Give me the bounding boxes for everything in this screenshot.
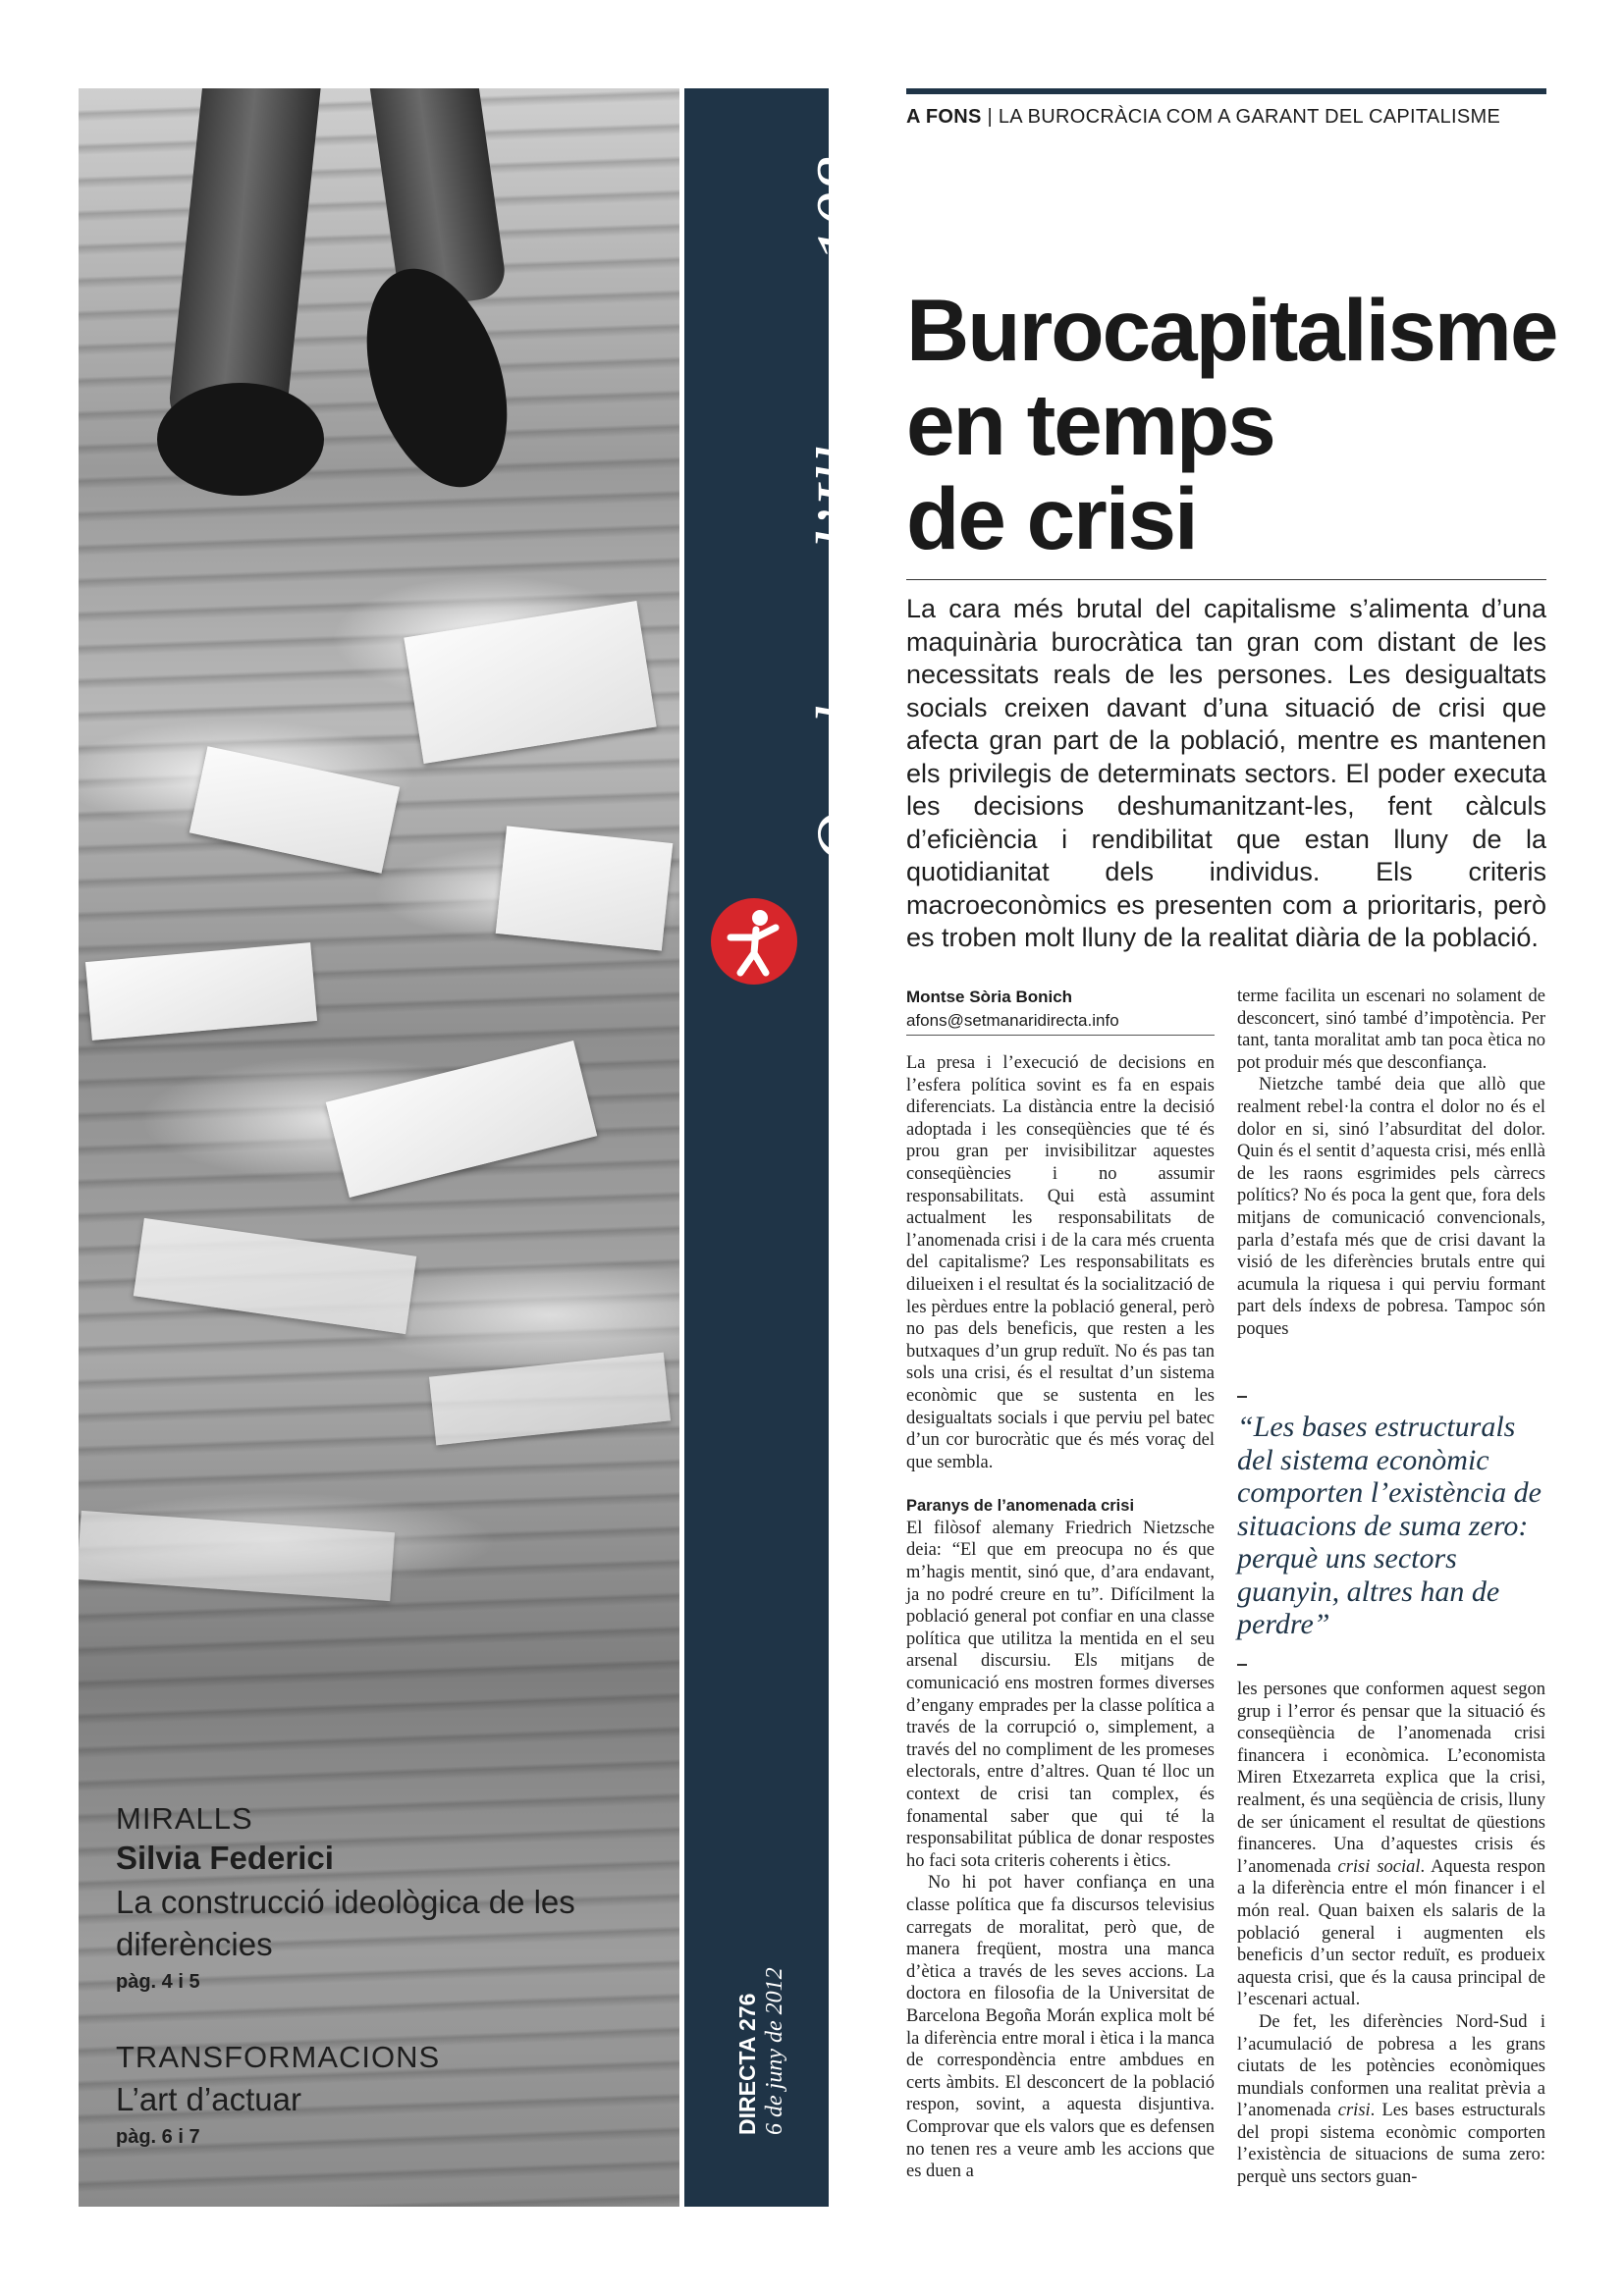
article-headline bbox=[906, 281, 1557, 567]
quote-dash bbox=[1237, 1396, 1247, 1398]
section-header bbox=[906, 106, 1500, 129]
body-paragraph: El filòsof alemany Friedrich Nietzsche deia: “El que em preocupa no és que m’hagis mentit, sinó que, d’ara endavant, ja no podré creure en tu”. Difícilment la població general pot confiar en una classe política que utilitza la mentida en el seu arsenal discursiu. Els mitjans de comunicació ens mostren formes diverses d’engany emprades per la classe política a través de la corrupció o, simplement, a través del no compliment de les promeses electorals, entre d’altres. Quan té lloc un context de crisi tan complex, és fonamental saber que qui té la responsabilitat pública de donar respostes ho faci sota criteris coherents i ètics. bbox=[906, 1518, 1215, 1871]
body-paragraph: Nietzche també deia que allò que realment rebel·la contra el dolor no és el dolor en si, sinó l’absurditat del dolor. Quin és el sentit d’aquesta crisi, més enllà de les raons esgrimides pels càrrecs polítics? No és poca la gent que, fora dels mitjans de comunicació convencionals, parla d’estafa més que de crisi davant la visió de les diferències brutals entre qui acumula la riquesa i qui perviu formant part dels índexs de pobresa. Tampoc són poques bbox=[1237, 1075, 1545, 1339]
series-title: Quaderns d’Illacrua 108 bbox=[802, 157, 881, 864]
photo-paper bbox=[134, 1218, 416, 1334]
issue-number: DIRECTA 276 bbox=[734, 1993, 760, 2135]
body-subhead: Paranys de l’anomenada crisi bbox=[906, 1497, 1135, 1516]
author-email[interactable]: afons@setmanaridirecta.info bbox=[906, 1011, 1119, 1030]
headline-line: de crisi bbox=[906, 469, 1197, 567]
human-figure-icon bbox=[711, 898, 797, 985]
pull-quote: “Les bases estructurals del sistema econòmic comporten l’existència de situacions de suma zero: perquè uns sectors guanyin, altres han de perdre” bbox=[1237, 1411, 1542, 1640]
photo-paper bbox=[326, 1041, 597, 1198]
body-paragraph: La presa i l’execució de decisions en l’esfera política sovint es fa en espais diferenciats. La distància entre la decisió adoptada i les conseqüències que té és prou gran per invisibilitzar aquestes conseqüències i no assumir responsabilitats. Qui està assumint actualment les responsabilitats de l’anomenada crisi i de la cara més cruenta del capitalisme? Les responsabilitats es dilueixen i el resultat és la socialització de les pèrdues entre la població general, però no pas dels beneficis, que resten a les butxaques d’un grup reduït. No és pas tan sols una crisi, és el resultat d’un sistema econòmic que se sustenta en les desigualtats socials i que perviu pel batec d’un cor burocràtic que és més voraç del que sembla. bbox=[906, 1053, 1215, 1472]
sidebar-author: Silvia Federici bbox=[116, 1840, 334, 1876]
photo-paper bbox=[429, 1353, 671, 1446]
body-paragraph: terme facilita un escenari no solament de desconcert, sinó també d’impotència. Per tant, tanta moralitat amb tan poca ètica no pot produir més que desconfiança. bbox=[1237, 987, 1545, 1073]
masthead-band bbox=[684, 88, 881, 2207]
top-rule bbox=[906, 88, 1546, 94]
sidebar-section-label: MIRALLS bbox=[116, 1801, 253, 1836]
photo-paper bbox=[404, 601, 656, 764]
photo-paper bbox=[496, 826, 674, 950]
sidebar-subject: La construcció ideològica de les diferències bbox=[116, 1884, 575, 1962]
sidebar-page-ref: pàg. 6 i 7 bbox=[116, 2126, 200, 2148]
body-text: . Les bases estructurals del propi sistema econòmic comporten l’existència de situacions de suma zero: perquè uns sectors guan- bbox=[1237, 2101, 1545, 2188]
body-text: . Aquesta respon a la diferència entre el món financer i el món real. Quan baixen els salaris de la població general i augmenten els beneficis d’un sector reduït, es produeix aquesta crisi, que és la causa principal de l’escenari actual. bbox=[1237, 1856, 1545, 2010]
body-column-2-top bbox=[1237, 986, 1545, 1341]
section-title: LA BUROCRÀCIA COM A GARANT DEL CAPITALISME bbox=[998, 106, 1501, 128]
sidebar-page-ref: pàg. 4 i 5 bbox=[116, 1971, 200, 1993]
article-lead: La cara més brutal del capitalisme s’alimenta d’una maquinària burocràtica tan gran com distant de les necessitats reals de les persones. Les desigualtats socials creixen davant d’una situació de crisi que afecta gran part de la població, mentre es mantenen els privilegis de determinats sectors. El poder executa les decisions deshumanitzant-les, fent càlculs d’eficiència i rendibilitat que estan lluny de la quotidianitat dels individus. Els criteris macroeconòmics es presenten com a prioritaris, però es troben molt lluny de la realitat diària de la població. bbox=[906, 594, 1546, 952]
body-paragraph bbox=[1237, 1679, 1545, 2011]
body-paragraph: No hi pot haver confiança en una classe política que fa discursos televisius carregats de moralitat, però que, de manera freqüent, mostra una manca d’ètica a través de les seves accions. La doctora en filosofia de la Universitat de Barcelona Begoña Morán explica molt bé la diferència entre moral i ètica i la manca de correspondència entre ambdues en certs àmbits. El desconcert de la població respon, sovint, a aquesta disjuntiva. Comprovar que els valors que es defensen no tenen res a veure amb les accions que es duen a bbox=[906, 1873, 1215, 2182]
sidebar-subject: L’art d’actuar bbox=[116, 2081, 301, 2117]
body-paragraph bbox=[1237, 2011, 1545, 2189]
section-separator: | bbox=[987, 106, 993, 128]
section-tag: A FONS bbox=[906, 106, 982, 128]
photo-paper bbox=[85, 942, 317, 1041]
body-emphasis: crisi bbox=[1337, 2101, 1371, 2121]
issue-info bbox=[733, 1967, 788, 2135]
quote-dash bbox=[1237, 1664, 1247, 1666]
photo-paper bbox=[79, 1511, 395, 1601]
photo-shoe-left bbox=[157, 383, 324, 496]
headline-line: en temps bbox=[906, 375, 1274, 473]
author-name: Montse Sòria Bonich bbox=[906, 988, 1073, 1006]
body-column-2-bottom bbox=[1237, 1679, 1545, 2189]
photo-shoe-right bbox=[342, 251, 533, 506]
author-rule bbox=[906, 1035, 1215, 1036]
body-text: les persones que conformen aquest segon grup i l’error és pensar que la situació és conseqüència de l’anomenada crisi financera i econòmica. L’economista Miren Etxezarreta explica que la crisi, realment, és una seqüència de crisis, lluny de ser únicament el resultat de qüestions financeres. Una d’aquestes crisis és l’anomenada bbox=[1237, 1680, 1545, 1877]
headline-rule bbox=[906, 579, 1546, 580]
cover-photo bbox=[79, 88, 679, 2207]
sidebar-section-label: TRANSFORMACIONS bbox=[116, 2040, 441, 2074]
issue-date: 6 de juny de 2012 bbox=[762, 1967, 787, 2135]
body-column-1 bbox=[906, 1052, 1215, 2183]
body-text: De fet, les diferències Nord-Sud i l’acumulació de pobresa a les grans ciutats de les potències econòmiques mundials conformen una realitat prèvia a l’anomenada bbox=[1237, 2011, 1545, 2121]
body-emphasis: crisi social bbox=[1337, 1856, 1421, 1877]
photo-paper bbox=[189, 746, 400, 874]
headline-line: Burocapitalisme bbox=[906, 281, 1557, 379]
